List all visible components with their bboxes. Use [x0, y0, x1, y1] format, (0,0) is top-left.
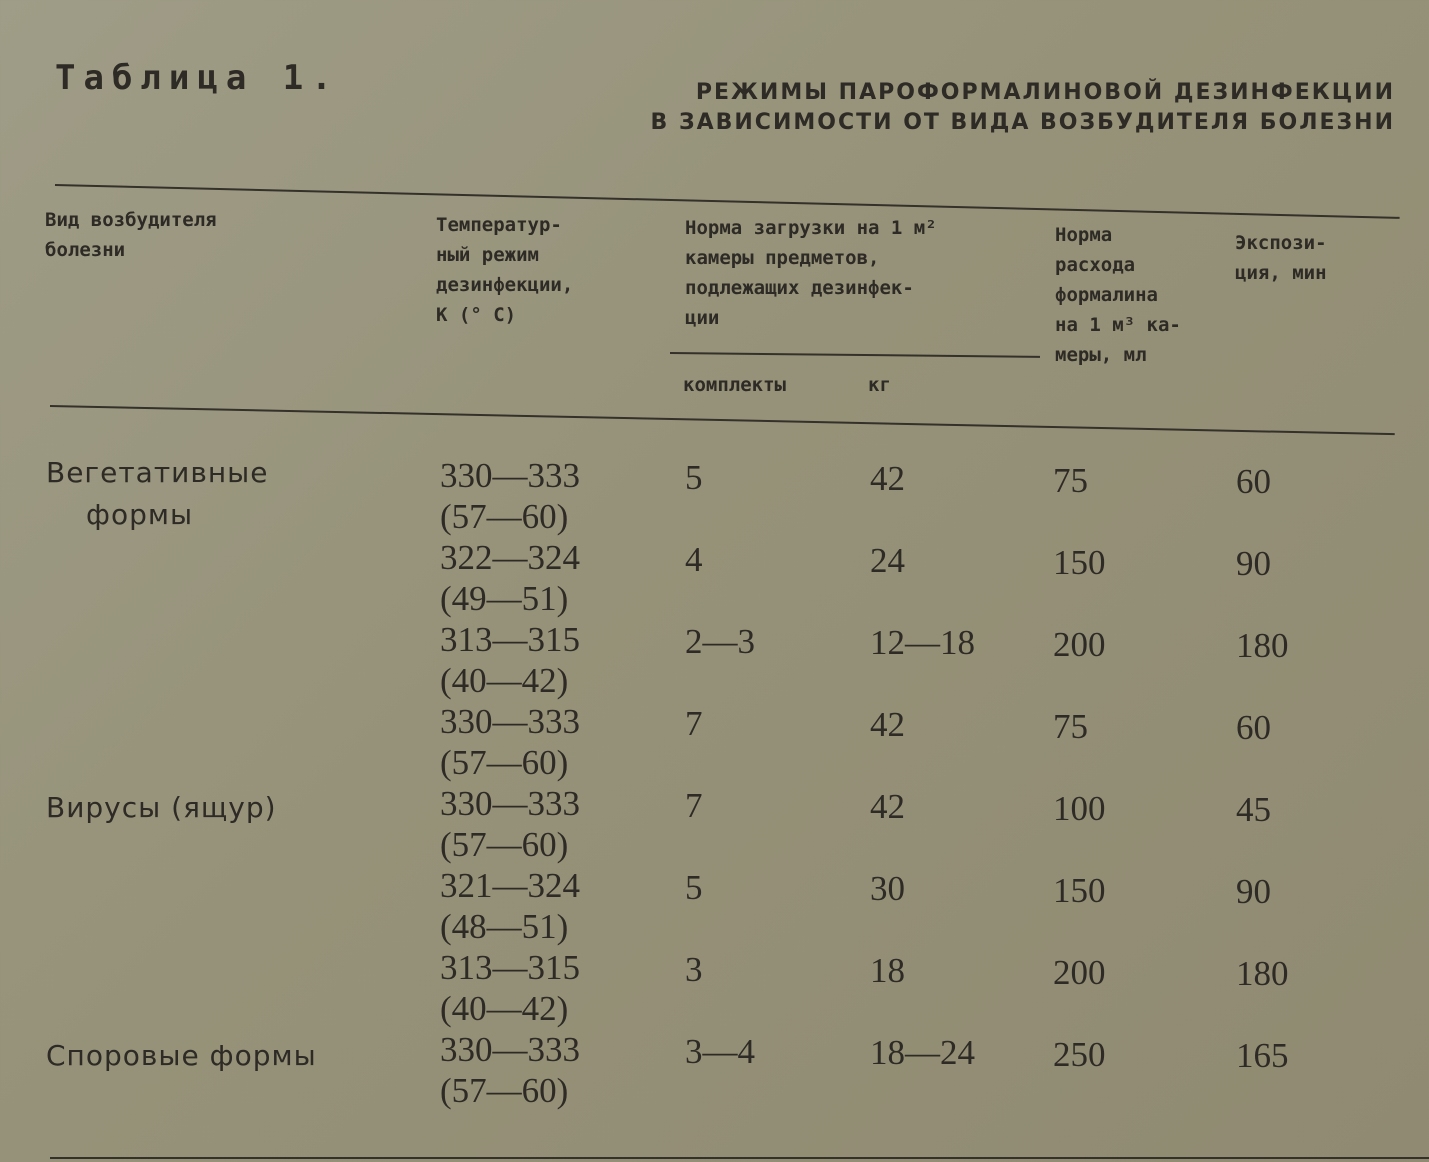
exposure-min-cell: 165	[1236, 1036, 1289, 1075]
kg-cell: 18—24	[870, 1033, 975, 1072]
table-title-line-2: В ЗАВИСИМОСТИ ОТ ВИДА ВОЗБУДИТЕЛЯ БОЛЕЗНИ	[650, 110, 1395, 135]
exposure-min-cell: 90	[1236, 544, 1271, 583]
bottom-rule	[50, 1157, 1429, 1159]
header-load-norm: Норма загрузки на 1 м² камеры предметов, подлежащих дезинфек- ции	[685, 217, 937, 329]
subheader-rule	[670, 352, 1040, 357]
group-vegetative: Вегетативные формы	[46, 456, 269, 531]
exposure-min-cell: 90	[1236, 872, 1271, 911]
kg-cell: 18	[870, 951, 905, 990]
group-spores: Споровые формы	[46, 1039, 317, 1072]
kg-cell: 24	[870, 541, 905, 580]
exposure-min-cell: 60	[1236, 462, 1271, 501]
header-exposure: Экспози- ция, мин	[1235, 232, 1327, 284]
header-bottom-rule	[50, 405, 1395, 435]
header-pathogen: Вид возбудителя болезни	[45, 209, 217, 261]
sets-cell: 3—4	[685, 1031, 755, 1071]
exposure-min-cell: 60	[1236, 708, 1271, 747]
sets-cell: 7	[685, 785, 703, 825]
kg-cell: 42	[870, 787, 905, 826]
formalin-ml-cell: 100	[1053, 788, 1106, 828]
table-caption-label: Таблица 1.	[55, 58, 340, 98]
sets-cell: 7	[685, 703, 703, 743]
kg-cell: 42	[870, 459, 905, 498]
header-formalin: Норма расхода формалина на 1 м³ ка- меры, мл	[1055, 224, 1181, 366]
kg-cell: 42	[870, 705, 905, 744]
exposure-min-cell: 45	[1236, 790, 1271, 829]
sets-cell: 4	[685, 539, 703, 579]
header-sets: комплекты	[683, 374, 786, 396]
formalin-ml-cell: 200	[1053, 952, 1106, 992]
sets-cell: 3	[685, 949, 703, 989]
formalin-ml-cell: 75	[1053, 706, 1088, 746]
header-temperature: Температур- ный режим дезинфекции, К (° С)	[436, 214, 574, 326]
exposure-min-cell: 180	[1236, 626, 1289, 665]
temperature-cell: 313—315 (40—42)	[440, 620, 580, 700]
kg-cell: 12—18	[870, 623, 975, 662]
temperature-cell: 321—324 (48—51)	[440, 866, 580, 946]
header-kg: кг	[868, 374, 891, 396]
exposure-min-cell: 180	[1236, 954, 1289, 993]
formalin-ml-cell: 150	[1053, 542, 1106, 582]
sets-cell: 2—3	[685, 621, 755, 661]
temperature-cell: 330—333 (57—60)	[440, 456, 580, 536]
sets-cell: 5	[685, 867, 703, 907]
group-viruses: Вирусы (ящур)	[46, 791, 277, 824]
formalin-ml-cell: 150	[1053, 870, 1106, 910]
temperature-cell: 330—333 (57—60)	[440, 1030, 580, 1110]
sets-cell: 5	[685, 457, 703, 497]
temperature-cell: 330—333 (57—60)	[440, 784, 580, 864]
temperature-cell: 313—315 (40—42)	[440, 948, 580, 1028]
temperature-cell: 322—324 (49—51)	[440, 538, 580, 618]
formalin-ml-cell: 75	[1053, 460, 1088, 500]
temperature-cell: 330—333 (57—60)	[440, 702, 580, 782]
table-title-line-1: РЕЖИМЫ ПАРОФОРМАЛИНОВОЙ ДЕЗИНФЕКЦИИ	[695, 80, 1395, 105]
kg-cell: 30	[870, 869, 905, 908]
formalin-ml-cell: 250	[1053, 1034, 1106, 1074]
formalin-ml-cell: 200	[1053, 624, 1106, 664]
